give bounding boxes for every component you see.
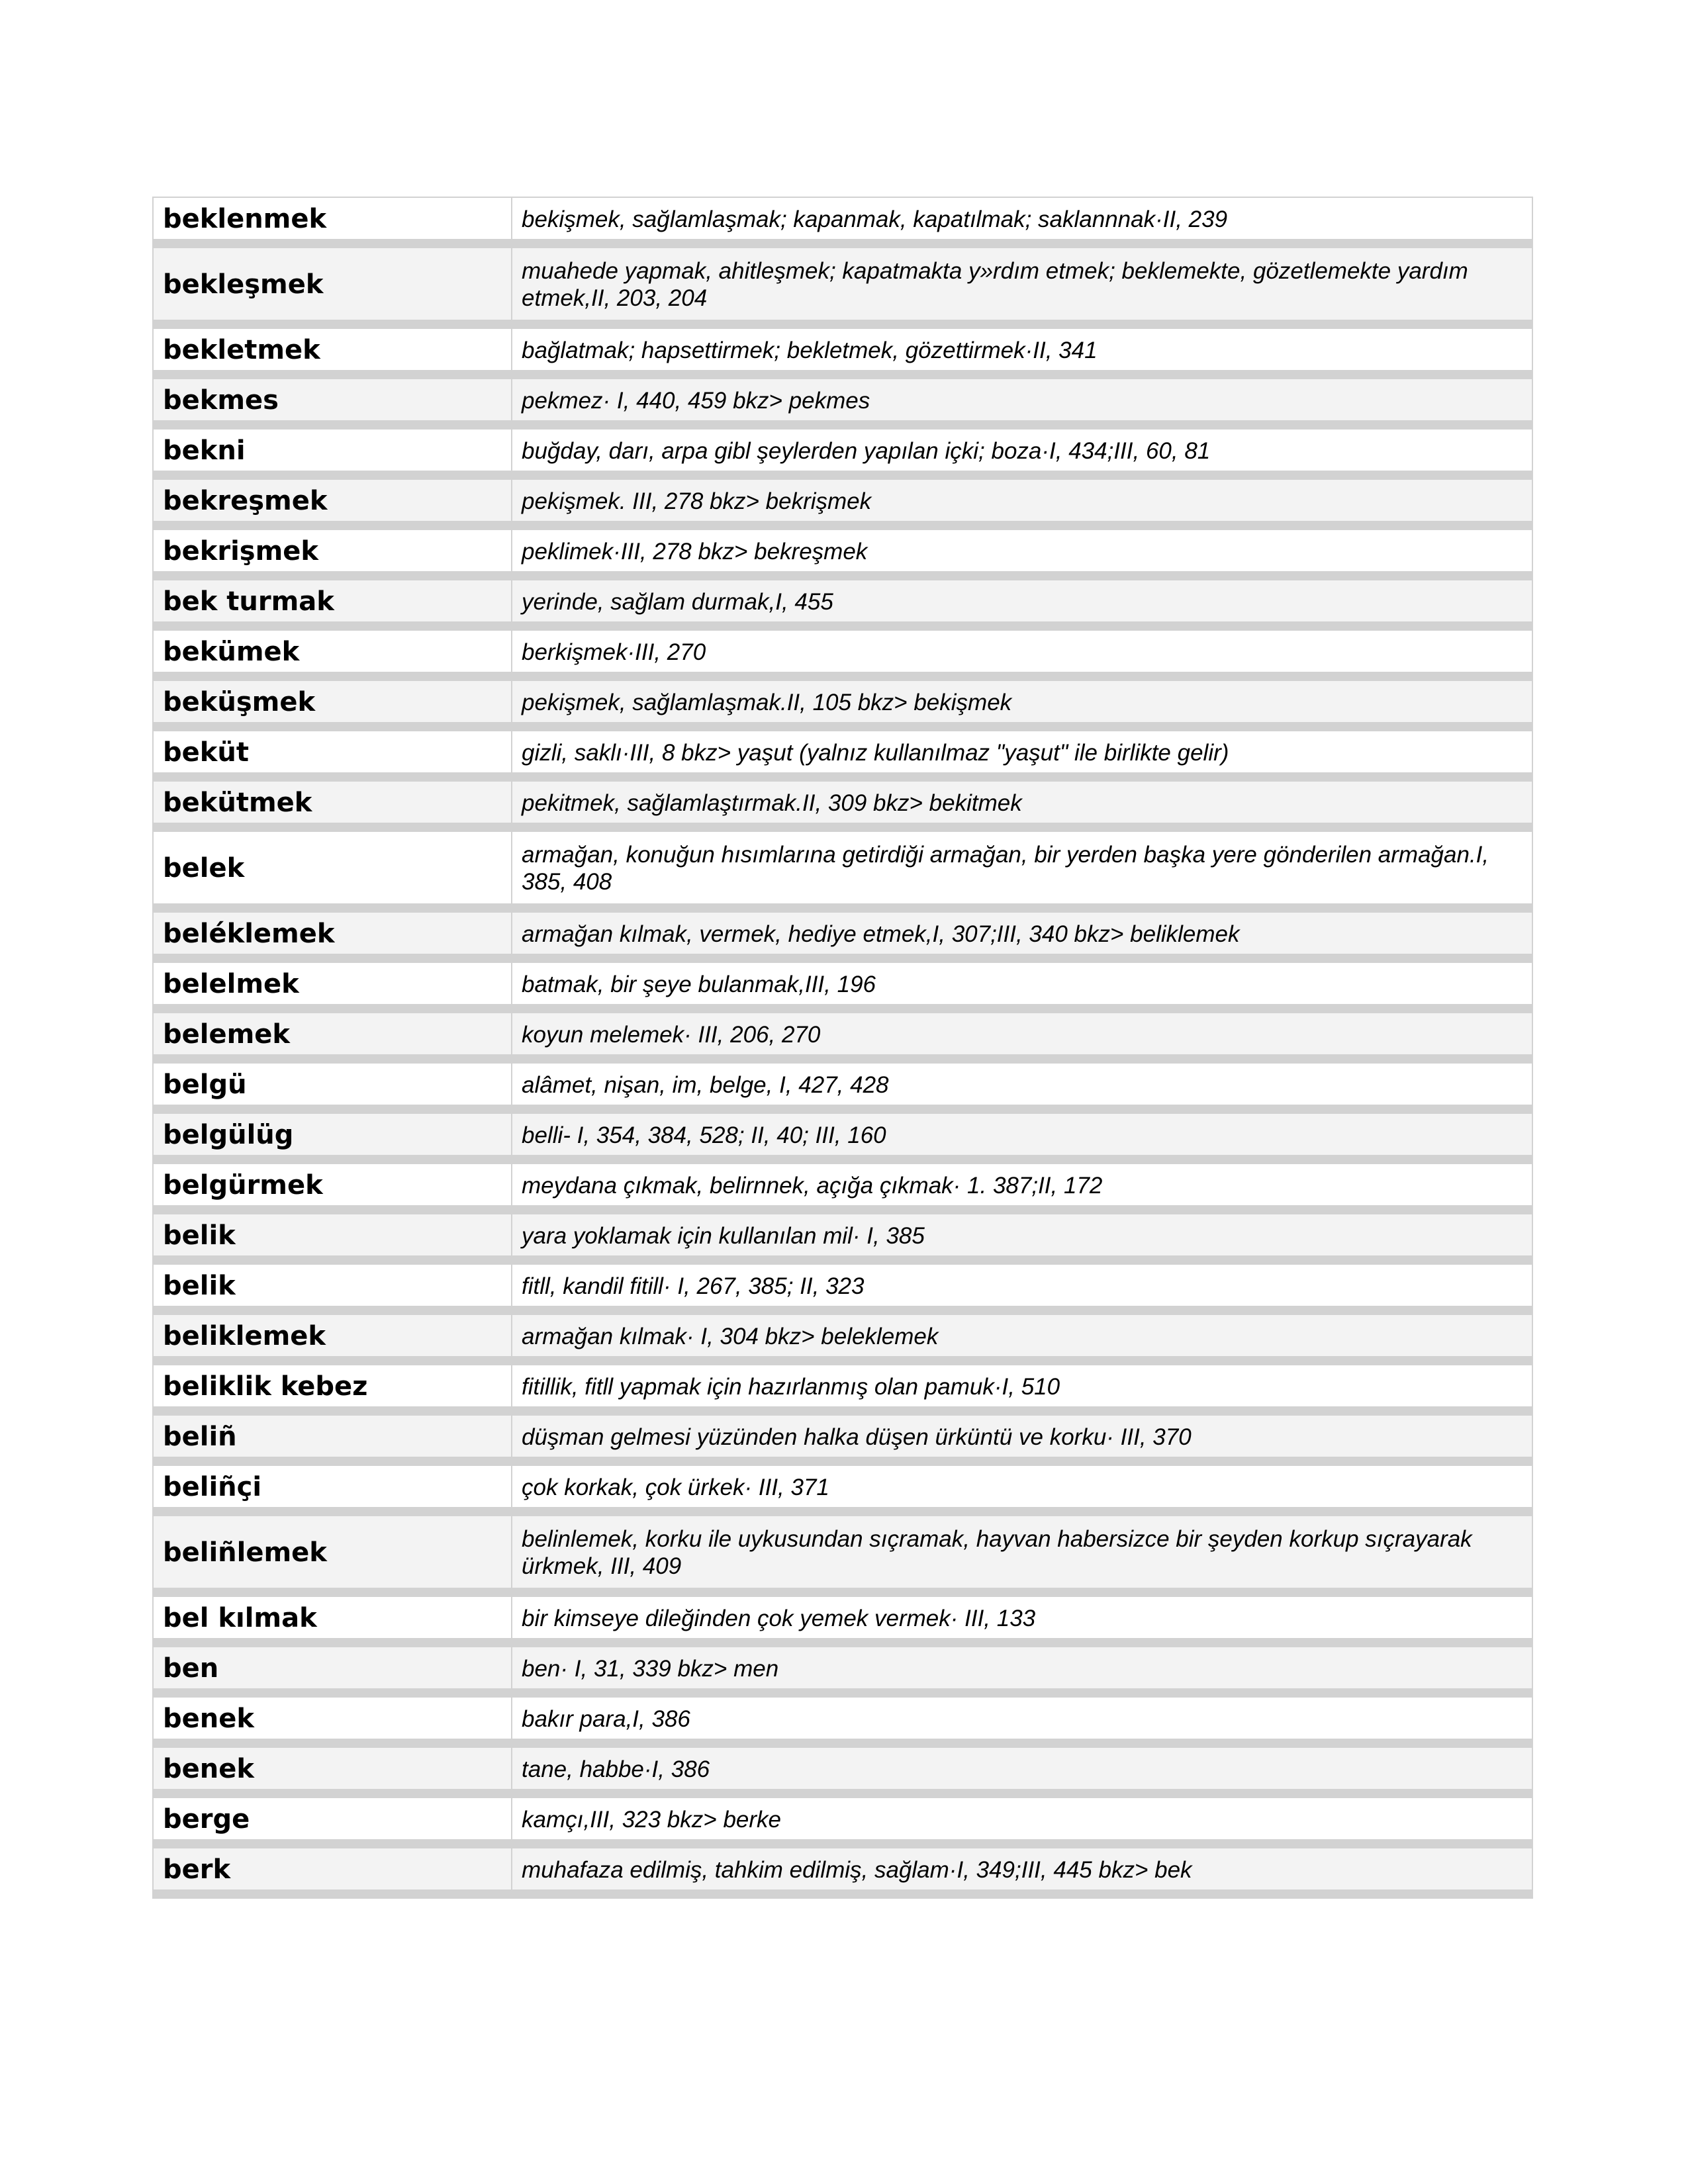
definition: bekişmek, sağlamlaşmak; kapanmak, kapatılmak; saklannnak·II, 239 [512, 197, 1532, 244]
definition: armağan kılmak, vermek, hediye etmek,I, 307;III, 340 bkz> beliklemek [512, 908, 1532, 958]
headword: belgürmek [153, 1160, 512, 1210]
definition: yerinde, sağlam durmak,I, 455 [512, 576, 1532, 626]
headword: bekrişmek [153, 525, 512, 576]
headword: bekreşmek [153, 475, 512, 525]
headword: berk [153, 1844, 512, 1894]
headword: belgülüg [153, 1109, 512, 1160]
table-row [153, 1260, 1532, 1310]
definition: meydana çıkmak, belirnnek, açığa çıkmak· 1. 387;II, 172 [512, 1160, 1532, 1210]
definition: pekişmek, sağlamlaşmak.II, 105 bkz> bekişmek [512, 676, 1532, 727]
definition: düşman gelmesi yüzünden halka düşen ürküntü ve korku· III, 370 [512, 1411, 1532, 1461]
table-row [153, 1743, 1532, 1794]
table-row [153, 626, 1532, 676]
table-row [153, 1693, 1532, 1743]
definition: buğday, darı, arpa gibl şeylerden yapılan içki; boza·I, 434;III, 60, 81 [512, 425, 1532, 475]
headword: belgü [153, 1059, 512, 1109]
headword: ben [153, 1643, 512, 1693]
table-row [153, 676, 1532, 727]
headword: benek [153, 1743, 512, 1794]
definition: gizli, saklı·III, 8 bkz> yaşut (yalnız kullanılmaz "yaşut" ile birlikte gelir) [512, 727, 1532, 777]
headword: bekümek [153, 626, 512, 676]
definition: pekmez· I, 440, 459 bkz> pekmes [512, 375, 1532, 425]
definition: çok korkak, çok ürkek· III, 371 [512, 1461, 1532, 1512]
table-row [153, 425, 1532, 475]
definition: ben· I, 31, 339 bkz> men [512, 1643, 1532, 1693]
definition: bir kimseye dileğinden çok yemek vermek· III, 133 [512, 1592, 1532, 1643]
headword: bekletmek [153, 324, 512, 375]
definition: batmak, bir şeye bulanmak,III, 196 [512, 958, 1532, 1009]
headword: beliñlemek [153, 1512, 512, 1592]
headword: bekleşmek [153, 244, 512, 324]
table-row [153, 958, 1532, 1009]
headword: bekütmek [153, 777, 512, 827]
definition: pekitmek, sağlamlaştırmak.II, 309 bkz> bekitmek [512, 777, 1532, 827]
table-row [153, 1109, 1532, 1160]
definition: alâmet, nişan, im, belge, I, 427, 428 [512, 1059, 1532, 1109]
table-row [153, 1794, 1532, 1844]
headword: beliklik kebez [153, 1361, 512, 1411]
headword: bek turmak [153, 576, 512, 626]
table-row [153, 1643, 1532, 1693]
table-row [153, 1310, 1532, 1361]
table-row [153, 1059, 1532, 1109]
definition: belli- I, 354, 384, 528; II, 40; III, 160 [512, 1109, 1532, 1160]
table-row [153, 1210, 1532, 1260]
definition: fitillik, fitll yapmak için hazırlanmış olan pamuk·I, 510 [512, 1361, 1532, 1411]
definition: pekişmek. III, 278 bkz> bekrişmek [512, 475, 1532, 525]
table-row [153, 1592, 1532, 1643]
definition: armağan kılmak· I, 304 bkz> beleklemek [512, 1310, 1532, 1361]
definition: peklimek·III, 278 bkz> bekreşmek [512, 525, 1532, 576]
headword: beliklemek [153, 1310, 512, 1361]
definition: armağan, konuğun hısımlarına getirdiği armağan, bir yerden başka yere gönderilen armağan.I, 385, 408 [512, 827, 1532, 908]
table-row [153, 324, 1532, 375]
table-row [153, 1009, 1532, 1059]
table-row [153, 727, 1532, 777]
definition: muhafaza edilmiş, tahkim edilmiş, sağlam·I, 349;III, 445 bkz> bek [512, 1844, 1532, 1894]
definition: fitll, kandil fitill· I, 267, 385; II, 323 [512, 1260, 1532, 1310]
headword: bekni [153, 425, 512, 475]
headword: beléklemek [153, 908, 512, 958]
table-row [153, 525, 1532, 576]
table-row [153, 1461, 1532, 1512]
definition: muahede yapmak, ahitleşmek; kapatmakta y»rdım etmek; beklemekte, gözetlemekte yardım etmek,II, 203, 204 [512, 244, 1532, 324]
definition: belinlemek, korku ile uykusundan sıçramak, hayvan habersizce bir şeyden korkup sıçrayarak ürkmek, III, 409 [512, 1512, 1532, 1592]
table-row [153, 777, 1532, 827]
definition: berkişmek·III, 270 [512, 626, 1532, 676]
headword: beküşmek [153, 676, 512, 727]
dictionary-table [152, 197, 1533, 1899]
table-row [153, 908, 1532, 958]
table-row [153, 1411, 1532, 1461]
headword: belemek [153, 1009, 512, 1059]
table-row [153, 576, 1532, 626]
headword: benek [153, 1693, 512, 1743]
headword: bekmes [153, 375, 512, 425]
definition: koyun melemek· III, 206, 270 [512, 1009, 1532, 1059]
headword: beküt [153, 727, 512, 777]
table-row [153, 244, 1532, 324]
headword: bel kılmak [153, 1592, 512, 1643]
table-row [153, 375, 1532, 425]
table-row [153, 1844, 1532, 1894]
table-row [153, 1361, 1532, 1411]
definition: bakır para,I, 386 [512, 1693, 1532, 1743]
table-row [153, 197, 1532, 244]
table-row [153, 475, 1532, 525]
definition: kamçı,III, 323 bkz> berke [512, 1794, 1532, 1844]
definition: yara yoklamak için kullanılan mil· I, 385 [512, 1210, 1532, 1260]
headword: belek [153, 827, 512, 908]
table-row [153, 1512, 1532, 1592]
definition: tane, habbe·I, 386 [512, 1743, 1532, 1794]
table-row [153, 827, 1532, 908]
headword: beklenmek [153, 197, 512, 244]
headword: belik [153, 1260, 512, 1310]
table-row [153, 1160, 1532, 1210]
headword: berge [153, 1794, 512, 1844]
headword: belik [153, 1210, 512, 1260]
definition: bağlatmak; hapsettirmek; bekletmek, gözettirmek·II, 341 [512, 324, 1532, 375]
headword: beliñçi [153, 1461, 512, 1512]
headword: belelmek [153, 958, 512, 1009]
headword: beliñ [153, 1411, 512, 1461]
